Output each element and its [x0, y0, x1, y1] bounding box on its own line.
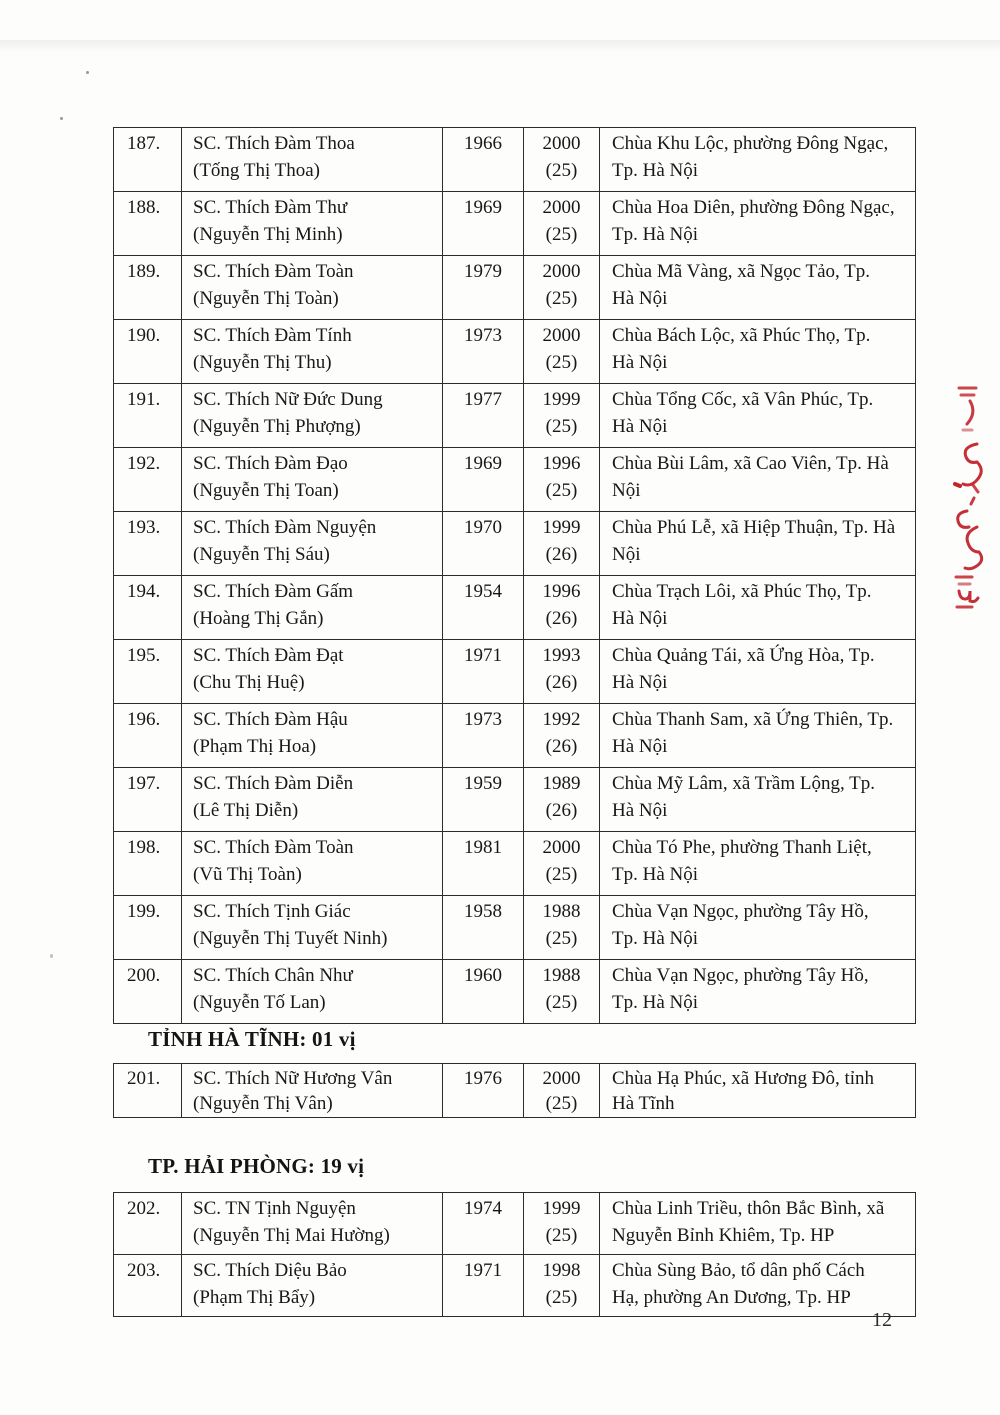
- birth-year-cell: [443, 640, 524, 704]
- dharma-name: SC. Thích Đàm Đạo: [193, 453, 348, 474]
- scan-speck: [50, 954, 53, 958]
- lay-name: (Lê Thị Diễn): [193, 800, 299, 821]
- birth-year-cell: [443, 1064, 524, 1118]
- ordination-age: (25): [545, 160, 578, 181]
- address-cell: [600, 192, 916, 256]
- birth-year-cell: [443, 256, 524, 320]
- ordination-age: (25): [545, 352, 578, 373]
- address-cell: [600, 1193, 916, 1255]
- registry-table-ha-tinh: [113, 1063, 916, 1118]
- row-number: 195.: [127, 645, 161, 666]
- row-number: 188.: [127, 197, 161, 218]
- row-number: 189.: [127, 261, 161, 282]
- address-cell: [600, 704, 916, 768]
- address-cell: [600, 640, 916, 704]
- ordination-age: (25): [545, 288, 578, 309]
- lay-name: (Phạm Thị Bẩy): [193, 1287, 316, 1308]
- address: Chùa Vạn Ngọc, phường Tây Hồ, Tp. Hà Nội: [612, 901, 869, 949]
- lay-name: (Nguyễn Tố Lan): [193, 992, 326, 1013]
- lay-name: (Nguyễn Thị Vân): [193, 1093, 333, 1114]
- row-number-cell: [114, 256, 182, 320]
- birth-year-cell: [443, 960, 524, 1024]
- birth-year-cell: [443, 384, 524, 448]
- birth-year-cell: [443, 128, 524, 192]
- row-number: 194.: [127, 581, 161, 602]
- row-number-cell: [114, 576, 182, 640]
- name-cell: [182, 320, 443, 384]
- ordination-cell: [524, 256, 600, 320]
- birth-year-cell: [443, 1255, 524, 1317]
- dharma-name: SC. Thích Đàm Diễn: [193, 773, 354, 794]
- ordination-age: (25): [545, 1287, 578, 1308]
- ordination-cell: [524, 640, 600, 704]
- name-cell: [182, 576, 443, 640]
- ordination-cell: [524, 192, 600, 256]
- dharma-name: SC. Thích Nữ Hương Vân: [193, 1068, 393, 1089]
- table-row: [114, 576, 916, 640]
- name-cell: [182, 128, 443, 192]
- ordination-year: 1996: [542, 453, 581, 474]
- address-cell: [600, 832, 916, 896]
- birth-year-cell: [443, 704, 524, 768]
- ordination-year: 1988: [542, 965, 581, 986]
- birth-year-cell: [443, 896, 524, 960]
- birth-year: 1973: [464, 709, 502, 730]
- ordination-year: 2000: [542, 837, 581, 858]
- section-header-ha-tinh: TỈNH HÀ TĨNH: 01 vị: [148, 1027, 356, 1051]
- address: Chùa Khu Lộc, phường Đông Ngạc, Tp. Hà Nội: [612, 133, 889, 181]
- birth-year-cell: [443, 192, 524, 256]
- lay-name: (Nguyễn Thị Phượng): [193, 416, 361, 437]
- ordination-cell: [524, 768, 600, 832]
- ordination-year: 1989: [542, 773, 581, 794]
- address: Chùa Sùng Bảo, tổ dân phố Cách Hạ, phường An Dương, Tp. HP: [612, 1260, 865, 1308]
- address: Chùa Bùi Lâm, xã Cao Viên, Tp. Hà Nội: [612, 453, 889, 501]
- table-row: [114, 1064, 916, 1118]
- address-cell: [600, 576, 916, 640]
- table-row: [114, 896, 916, 960]
- table-row: [114, 704, 916, 768]
- row-number-cell: [114, 896, 182, 960]
- name-cell: [182, 896, 443, 960]
- lay-name: (Nguyễn Thị Mai Hường): [193, 1225, 390, 1246]
- name-cell: [182, 512, 443, 576]
- ordination-age: (25): [545, 1093, 578, 1114]
- row-number-cell: [114, 704, 182, 768]
- birth-year: 1979: [464, 261, 502, 282]
- birth-year-cell: [443, 768, 524, 832]
- table-row: [114, 256, 916, 320]
- ordination-cell: [524, 1064, 600, 1118]
- ordination-cell: [524, 704, 600, 768]
- table-row: [114, 512, 916, 576]
- lay-name: (Nguyễn Thị Toàn): [193, 288, 339, 309]
- ordination-cell: [524, 512, 600, 576]
- row-number: 190.: [127, 325, 161, 346]
- row-number: 201.: [127, 1068, 161, 1089]
- dharma-name: SC. Thích Đàm Toàn: [193, 261, 354, 282]
- address: Chùa Hoa Diên, phường Đông Ngạc, Tp. Hà Nội: [612, 197, 895, 245]
- row-number-cell: [114, 960, 182, 1024]
- birth-year: 1959: [464, 773, 502, 794]
- row-number-cell: [114, 192, 182, 256]
- table-row: [114, 640, 916, 704]
- dharma-name: SC. Thích Đàm Thoa: [193, 133, 355, 154]
- dharma-name: SC. Thích Tịnh Giác: [193, 901, 351, 922]
- name-cell: [182, 1255, 443, 1317]
- lay-name: (Nguyễn Thị Minh): [193, 224, 343, 245]
- birth-year-cell: [443, 1193, 524, 1255]
- birth-year: 1960: [464, 965, 502, 986]
- address-cell: [600, 512, 916, 576]
- row-number-cell: [114, 448, 182, 512]
- address-cell: [600, 448, 916, 512]
- table-row: [114, 1193, 916, 1255]
- dharma-name: SC. Thích Đàm Tính: [193, 325, 352, 346]
- name-cell: [182, 768, 443, 832]
- birth-year: 1958: [464, 901, 502, 922]
- address: Chùa Phú Lễ, xã Hiệp Thuận, Tp. Hà Nội: [612, 517, 896, 565]
- row-number: 203.: [127, 1260, 161, 1281]
- table-row: [114, 960, 916, 1024]
- lay-name: (Vũ Thị Toàn): [193, 864, 302, 885]
- row-number: 192.: [127, 453, 161, 474]
- birth-year: 1974: [464, 1198, 502, 1219]
- ordination-age: (25): [545, 928, 578, 949]
- registry-table-body: [114, 1064, 916, 1118]
- birth-year: 1973: [464, 325, 502, 346]
- ordination-year: 1992: [542, 709, 581, 730]
- registry-table-ha-noi: [113, 127, 916, 1024]
- ordination-year: 1999: [542, 517, 581, 538]
- row-number: 199.: [127, 901, 161, 922]
- ordination-cell: [524, 960, 600, 1024]
- birth-year: 1976: [464, 1068, 502, 1089]
- ordination-cell: [524, 448, 600, 512]
- birth-year: 1971: [464, 645, 502, 666]
- name-cell: [182, 384, 443, 448]
- name-cell: [182, 448, 443, 512]
- dharma-name: SC. Thích Đàm Nguyện: [193, 517, 377, 538]
- table-row: [114, 384, 916, 448]
- ordination-age: (26): [545, 544, 578, 565]
- lay-name: (Phạm Thị Hoa): [193, 736, 317, 757]
- ordination-cell: [524, 1255, 600, 1317]
- row-number: 197.: [127, 773, 161, 794]
- name-cell: [182, 1064, 443, 1118]
- name-cell: [182, 960, 443, 1024]
- ordination-year: 2000: [542, 261, 581, 282]
- address-cell: [600, 960, 916, 1024]
- dharma-name: SC. Thích Đàm Thư: [193, 197, 348, 218]
- address-cell: [600, 768, 916, 832]
- ordination-year: 1993: [542, 645, 581, 666]
- dharma-name: SC. Thích Đàm Đạt: [193, 645, 344, 666]
- ordination-age: (25): [545, 864, 578, 885]
- dharma-name: SC. Thích Nữ Đức Dung: [193, 389, 383, 410]
- table-row: [114, 448, 916, 512]
- address: Chùa Mã Vàng, xã Ngọc Tảo, Tp. Hà Nội: [612, 261, 871, 309]
- ordination-year: 2000: [542, 1068, 581, 1089]
- dharma-name: SC. Thích Diệu Bảo: [193, 1260, 347, 1281]
- birth-year-cell: [443, 448, 524, 512]
- address: Chùa Linh Triều, thôn Bắc Bình, xã Nguyễn Bỉnh Khiêm, Tp. HP: [612, 1198, 885, 1246]
- row-number-cell: [114, 384, 182, 448]
- row-number-cell: [114, 832, 182, 896]
- address: Chùa Tổng Cốc, xã Vân Phúc, Tp. Hà Nội: [612, 389, 874, 437]
- birth-year: 1970: [464, 517, 502, 538]
- birth-year: 1981: [464, 837, 502, 858]
- row-number: 187.: [127, 133, 161, 154]
- address-cell: [600, 320, 916, 384]
- row-number: 200.: [127, 965, 161, 986]
- registry-table-hai-phong: [113, 1192, 916, 1317]
- address-cell: [600, 896, 916, 960]
- name-cell: [182, 832, 443, 896]
- row-number: 202.: [127, 1198, 161, 1219]
- ordination-cell: [524, 896, 600, 960]
- lay-name: (Nguyễn Thị Thu): [193, 352, 332, 373]
- birth-year: 1954: [464, 581, 502, 602]
- address-cell: [600, 1255, 916, 1317]
- address: Chùa Mỹ Lâm, xã Trầm Lộng, Tp. Hà Nội: [612, 773, 876, 821]
- birth-year-cell: [443, 576, 524, 640]
- ordination-age: (25): [545, 480, 578, 501]
- row-number: 193.: [127, 517, 161, 538]
- birth-year: 1977: [464, 389, 502, 410]
- row-number-cell: [114, 512, 182, 576]
- address: Chùa Vạn Ngọc, phường Tây Hồ, Tp. Hà Nội: [612, 965, 869, 1013]
- ordination-year: 2000: [542, 197, 581, 218]
- table-row: [114, 320, 916, 384]
- ordination-year: 2000: [542, 133, 581, 154]
- row-number-cell: [114, 320, 182, 384]
- row-number-cell: [114, 1193, 182, 1255]
- ordination-year: 1996: [542, 581, 581, 602]
- table-row: [114, 832, 916, 896]
- dharma-name: SC. Thích Đàm Gấm: [193, 581, 354, 602]
- address-cell: [600, 128, 916, 192]
- ordination-age: (26): [545, 608, 578, 629]
- ordination-cell: [524, 576, 600, 640]
- table-row: [114, 128, 916, 192]
- row-number: 191.: [127, 389, 161, 410]
- handwritten-red-marks-icon: [946, 380, 996, 612]
- lay-name: (Nguyễn Thị Sáu): [193, 544, 330, 565]
- address: Chùa Tó Phe, phường Thanh Liệt, Tp. Hà Nội: [612, 837, 872, 885]
- address: Chùa Quảng Tái, xã Ứng Hòa, Tp. Hà Nội: [612, 645, 875, 693]
- birth-year: 1971: [464, 1260, 502, 1281]
- name-cell: [182, 704, 443, 768]
- lay-name: (Tống Thị Thoa): [193, 160, 320, 181]
- table-row: [114, 768, 916, 832]
- ordination-age: (26): [545, 672, 578, 693]
- ordination-age: (26): [545, 736, 578, 757]
- address: Chùa Thanh Sam, xã Ứng Thiên, Tp. Hà Nội: [612, 709, 894, 757]
- ordination-age: (25): [545, 416, 578, 437]
- address: Chùa Hạ Phúc, xã Hương Đô, tỉnh Hà Tĩnh: [612, 1068, 875, 1114]
- ordination-year: 1998: [542, 1260, 581, 1281]
- ordination-cell: [524, 832, 600, 896]
- registry-table-body: [114, 1193, 916, 1317]
- ordination-year: 1999: [542, 1198, 581, 1219]
- birth-year-cell: [443, 512, 524, 576]
- ordination-cell: [524, 1193, 600, 1255]
- lay-name: (Nguyễn Thị Toan): [193, 480, 339, 501]
- ordination-age: (25): [545, 992, 578, 1013]
- birth-year-cell: [443, 320, 524, 384]
- table-row: [114, 192, 916, 256]
- ordination-year: 1988: [542, 901, 581, 922]
- lay-name: (Nguyễn Thị Tuyết Ninh): [193, 928, 388, 949]
- page-number: 12: [872, 1309, 892, 1331]
- address: Chùa Bách Lộc, xã Phúc Thọ, Tp. Hà Nội: [612, 325, 871, 373]
- ordination-year: 2000: [542, 325, 581, 346]
- dharma-name: SC. TN Tịnh Nguyện: [193, 1198, 356, 1219]
- registry-table-body: [114, 128, 916, 1024]
- ordination-age: (26): [545, 800, 578, 821]
- address-cell: [600, 384, 916, 448]
- row-number-cell: [114, 640, 182, 704]
- scan-speck: [60, 117, 63, 120]
- row-number-cell: [114, 768, 182, 832]
- scan-artifact-band: [0, 40, 1000, 52]
- lay-name: (Hoàng Thị Gắn): [193, 608, 324, 629]
- row-number: 196.: [127, 709, 161, 730]
- name-cell: [182, 640, 443, 704]
- name-cell: [182, 1193, 443, 1255]
- ordination-age: (25): [545, 1225, 578, 1246]
- lay-name: (Chu Thị Huệ): [193, 672, 305, 693]
- ordination-cell: [524, 320, 600, 384]
- name-cell: [182, 192, 443, 256]
- birth-year: 1966: [464, 133, 502, 154]
- row-number-cell: [114, 1064, 182, 1118]
- address-cell: [600, 1064, 916, 1118]
- address: Chùa Trạch Lôi, xã Phúc Thọ, Tp. Hà Nội: [612, 581, 872, 629]
- ordination-cell: [524, 384, 600, 448]
- ordination-age: (25): [545, 224, 578, 245]
- birth-year: 1969: [464, 197, 502, 218]
- row-number: 198.: [127, 837, 161, 858]
- row-number-cell: [114, 1255, 182, 1317]
- birth-year-cell: [443, 832, 524, 896]
- section-header-hai-phong: TP. HẢI PHÒNG: 19 vị: [148, 1154, 365, 1178]
- dharma-name: SC. Thích Đàm Hậu: [193, 709, 348, 730]
- name-cell: [182, 256, 443, 320]
- dharma-name: SC. Thích Đàm Toàn: [193, 837, 354, 858]
- dharma-name: SC. Thích Chân Như: [193, 965, 353, 986]
- ordination-cell: [524, 128, 600, 192]
- table-row: [114, 1255, 916, 1317]
- address-cell: [600, 256, 916, 320]
- row-number-cell: [114, 128, 182, 192]
- ordination-year: 1999: [542, 389, 581, 410]
- scan-speck: [86, 71, 89, 74]
- birth-year: 1969: [464, 453, 502, 474]
